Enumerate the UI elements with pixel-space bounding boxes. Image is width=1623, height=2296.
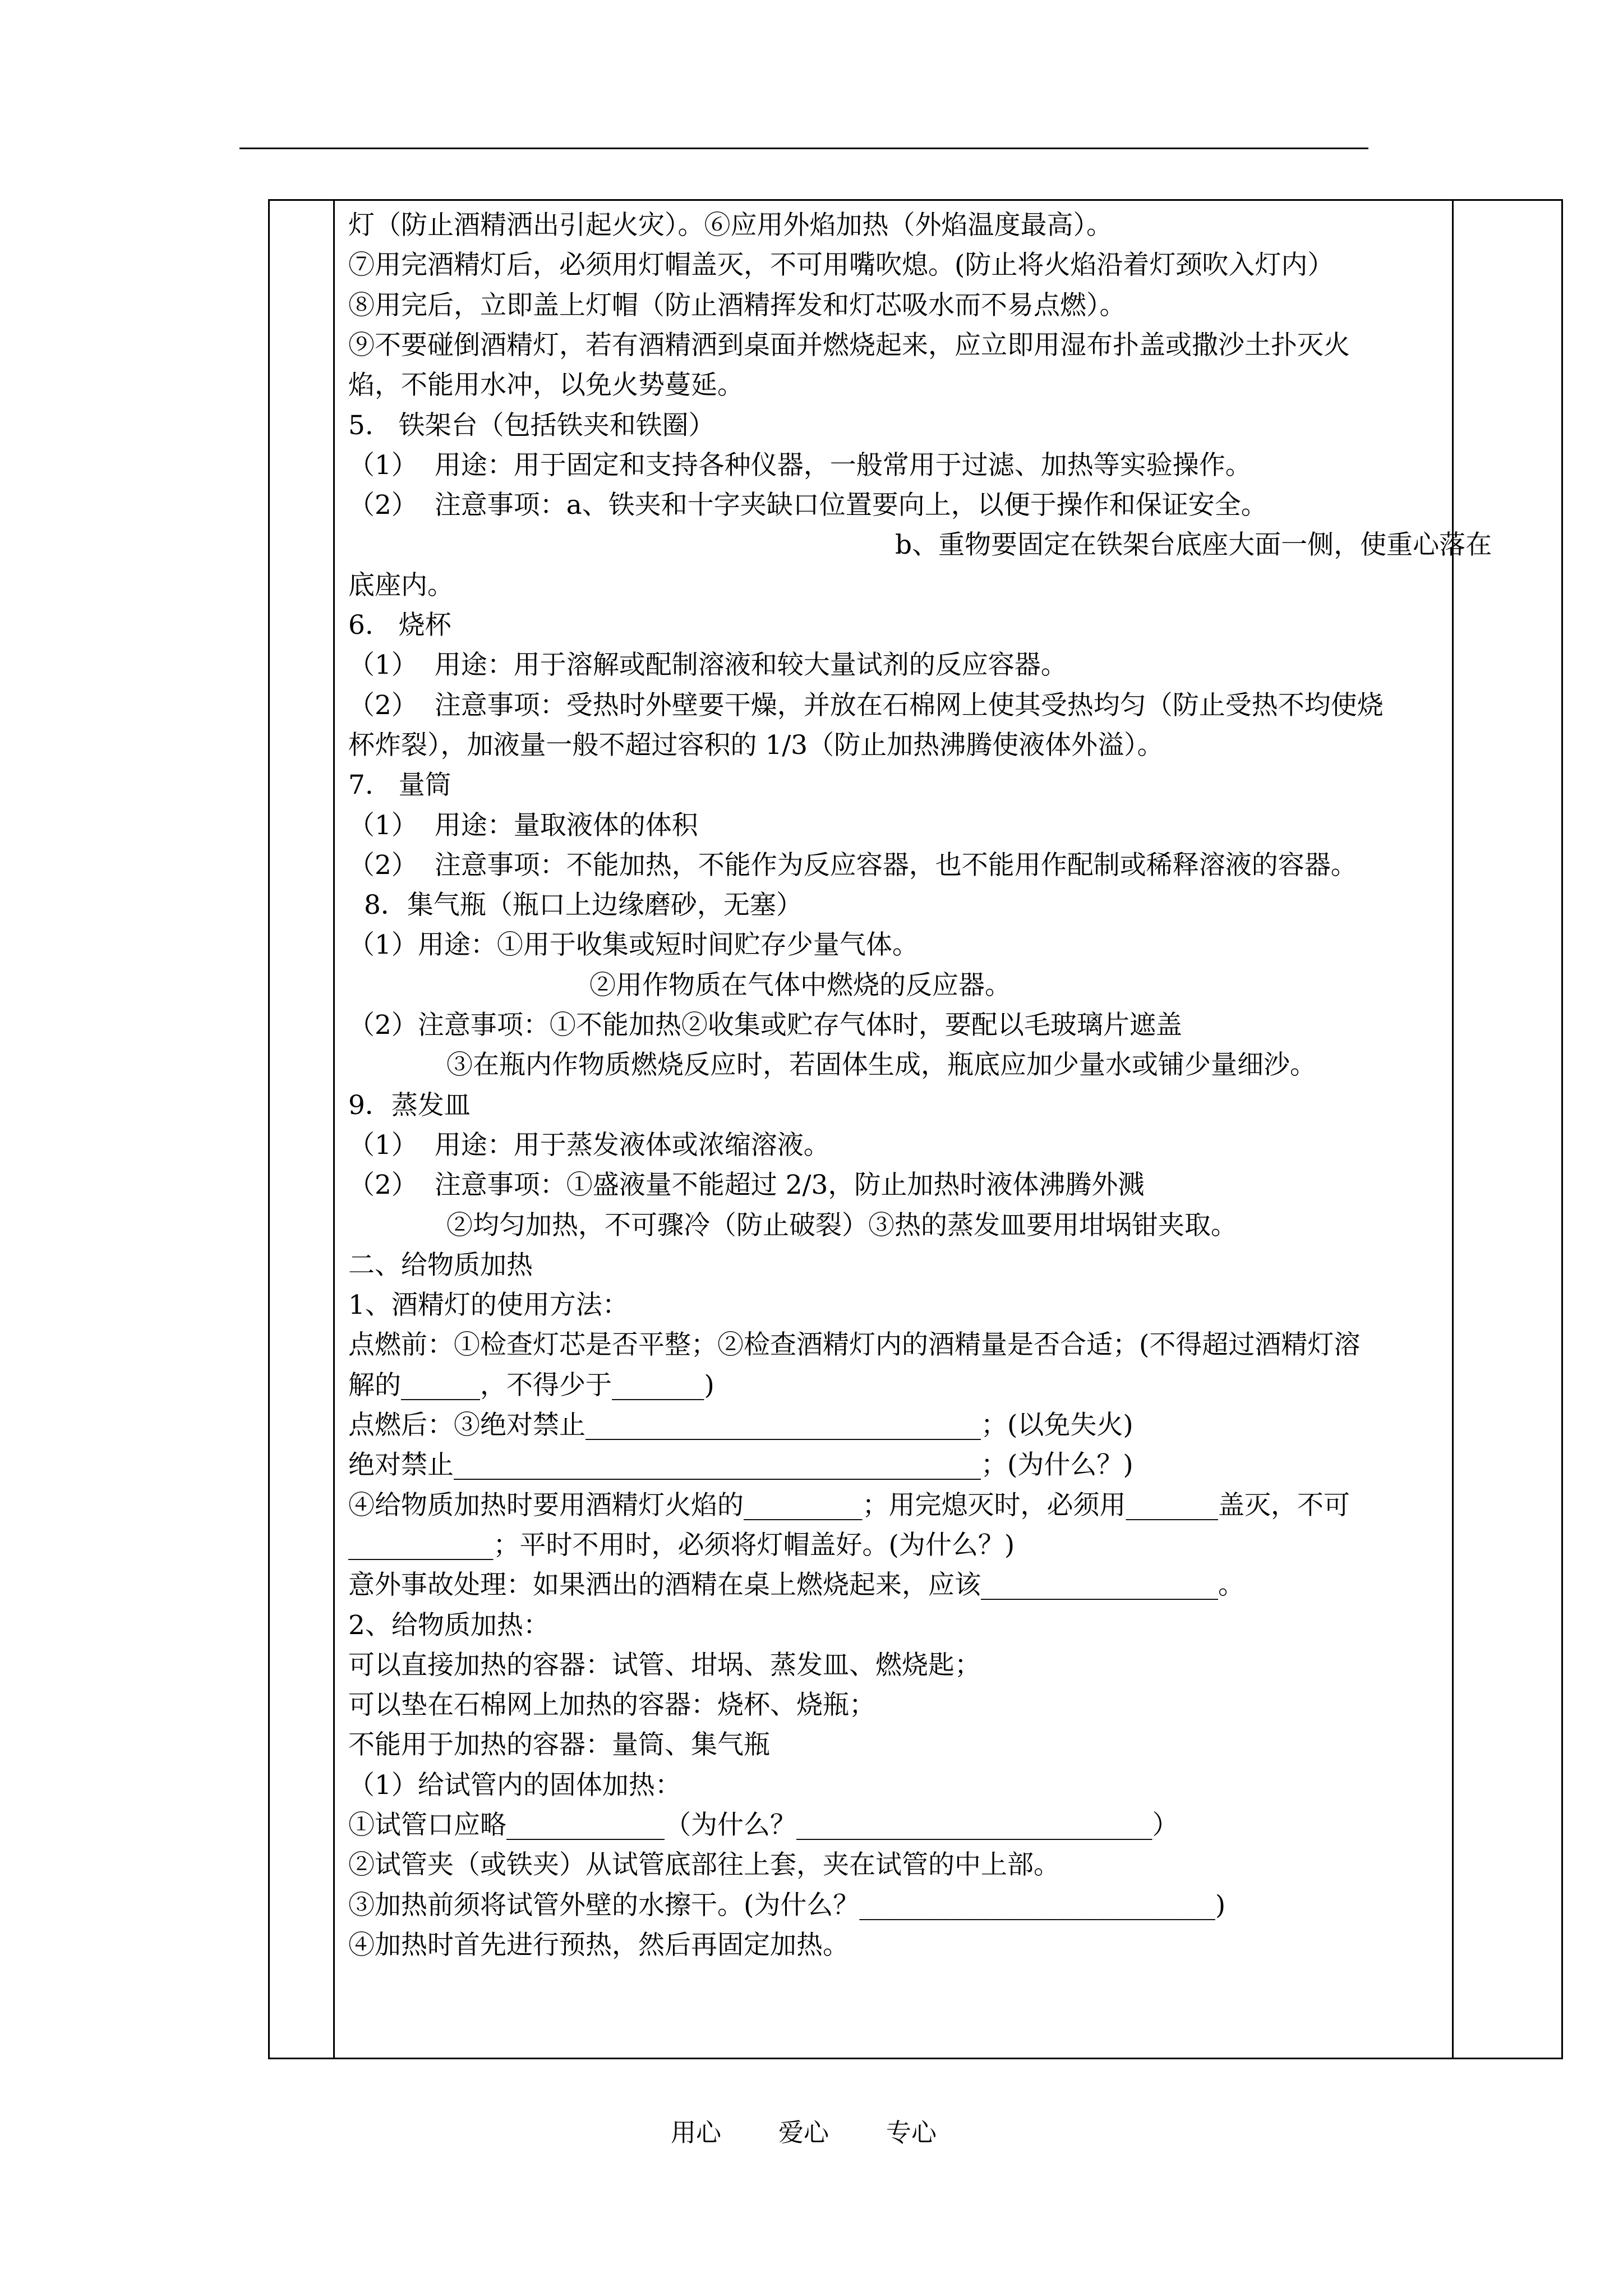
page-footer: [0, 2112, 1623, 2146]
column-divider-left: [333, 201, 335, 2058]
text-line: ①试管口应略____________（为什么？___________________________）: [348, 1810, 1179, 1841]
header-rule: [239, 148, 1368, 149]
text-line: 7. 量筒: [348, 770, 451, 800]
text-line: 可以直接加热的容器：试管、坩埚、蒸发皿、燃烧匙；: [348, 1650, 981, 1681]
text-line: 9．蒸发皿: [348, 1090, 471, 1121]
text-line: 点燃前：①检查灯芯是否平整；②检查酒精灯内的酒精量是否合适；(不得超过酒精灯溶: [348, 1329, 1361, 1360]
text-line: b、重物要固定在铁架台底座大面一侧，使重心落在: [895, 530, 1492, 560]
footer-text: 专心: [886, 2118, 937, 2147]
text-line: （1） 用途：用于溶解或配制溶液和较大量试剂的反应容器。: [348, 650, 1067, 680]
text-line: （1）用途：①用于收集或短时间贮存少量气体。: [348, 930, 919, 960]
text-line: （2） 注意事项：不能加热，不能作为反应容器，也不能用作配制或稀释溶液的容器。: [348, 850, 1357, 881]
lesson-table: [268, 199, 1563, 2059]
text-line: ⑨不要碰倒酒精灯，若有酒精洒到桌面并燃烧起来，应立即用湿布扑盖或撒沙土扑灭火: [348, 330, 1350, 361]
footer-text: 用心: [671, 2118, 722, 2147]
text-line: ④加热时首先进行预热，然后再固定加热。: [348, 1930, 849, 1961]
text-line: ②用作物质在气体中燃烧的反应器。: [589, 970, 1011, 1001]
text-line: 二、给物质加热: [348, 1250, 533, 1281]
column-divider-right: [1452, 201, 1454, 2058]
text-line: 底座内。: [348, 570, 454, 601]
text-line: 5. 铁架台（包括铁夹和铁圈）: [348, 410, 715, 441]
text-line: ④给物质加热时要用酒精灯火焰的_________；用完熄灭时，必须用_______盖灭，不可: [348, 1490, 1350, 1521]
text-line: ___________；平时不用时，必须将灯帽盖好。(为什么？): [348, 1530, 1015, 1561]
text-line: 点燃后：③绝对禁止______________________________；(以免失火): [348, 1410, 1133, 1441]
text-line: （1） 用途：用于蒸发液体或浓缩溶液。: [348, 1130, 830, 1161]
text-line: ②均匀加热，不可骤冷（防止破裂）③热的蒸发皿要用坩埚钳夹取。: [446, 1210, 1237, 1241]
text-line: ③在瓶内作物质燃烧反应时，若固体生成，瓶底应加少量水或铺少量细沙。: [446, 1050, 1316, 1080]
text-line: 不能用于加热的容器：量筒、集气瓶: [348, 1729, 770, 1760]
text-line: （1）给试管内的固体加热：: [348, 1770, 681, 1801]
text-line: ⑦用完酒精灯后，必须用灯帽盖灭，不可用嘴吹熄。(防止将火焰沿着灯颈吹入灯内）: [348, 250, 1334, 280]
text-line: 杯炸裂），加液量一般不超过容积的 1/3（防止加热沸腾使液体外溢）。: [348, 730, 1164, 761]
text-line: （2） 注意事项：①盛液量不能超过 2/3，防止加热时液体沸腾外溅: [348, 1170, 1145, 1200]
text-line: 意外事故处理：如果洒出的酒精在桌上燃烧起来，应该__________________。: [348, 1570, 1244, 1600]
text-line: 2、给物质加热：: [348, 1610, 550, 1641]
text-line: ③加热前须将试管外壁的水擦干。(为什么？___________________________): [348, 1890, 1226, 1921]
text-line: （2）注意事项：①不能加热②收集或贮存气体时，要配以毛玻璃片遮盖: [348, 1010, 1182, 1041]
text-line: ⑧用完后，立即盖上灯帽（防止酒精挥发和灯芯吸水而不易点燃）。: [348, 290, 1126, 321]
text-line: 8．集气瓶（瓶口上边缘磨砂，无塞）: [364, 890, 803, 921]
text-line: （1） 用途：量取液体的体积: [348, 810, 698, 841]
text-line: （2） 注意事项：受热时外壁要干燥，并放在石棉网上使其受热均匀（防止受热不均使烧: [348, 690, 1384, 721]
text-line: 灯（防止酒精洒出引起火灾）。⑥应用外焰加热（外焰温度最高）。: [348, 210, 1113, 241]
text-line: 1、酒精灯的使用方法：: [348, 1290, 629, 1320]
text-line: ②试管夹（或铁夹）从试管底部往上套，夹在试管的中上部。: [348, 1849, 1060, 1880]
text-line: 绝对禁止________________________________________；(为什么？): [348, 1450, 1133, 1480]
text-line: 焰，不能用水冲，以免火势蔓延。: [348, 370, 744, 401]
text-line: （2） 注意事项：a、铁夹和十字夹缺口位置要向上，以便于操作和保证安全。: [348, 490, 1267, 521]
text-line: 6. 烧杯: [348, 610, 451, 641]
text-line: 解的______，不得少于_______): [348, 1370, 714, 1401]
text-line: （1） 用途：用于固定和支持各种仪器，一般常用于过滤、加热等实验操作。: [348, 450, 1252, 481]
footer-text: 爱心: [778, 2118, 829, 2147]
text-line: 可以垫在石棉网上加热的容器：烧杯、烧瓶；: [348, 1690, 875, 1720]
